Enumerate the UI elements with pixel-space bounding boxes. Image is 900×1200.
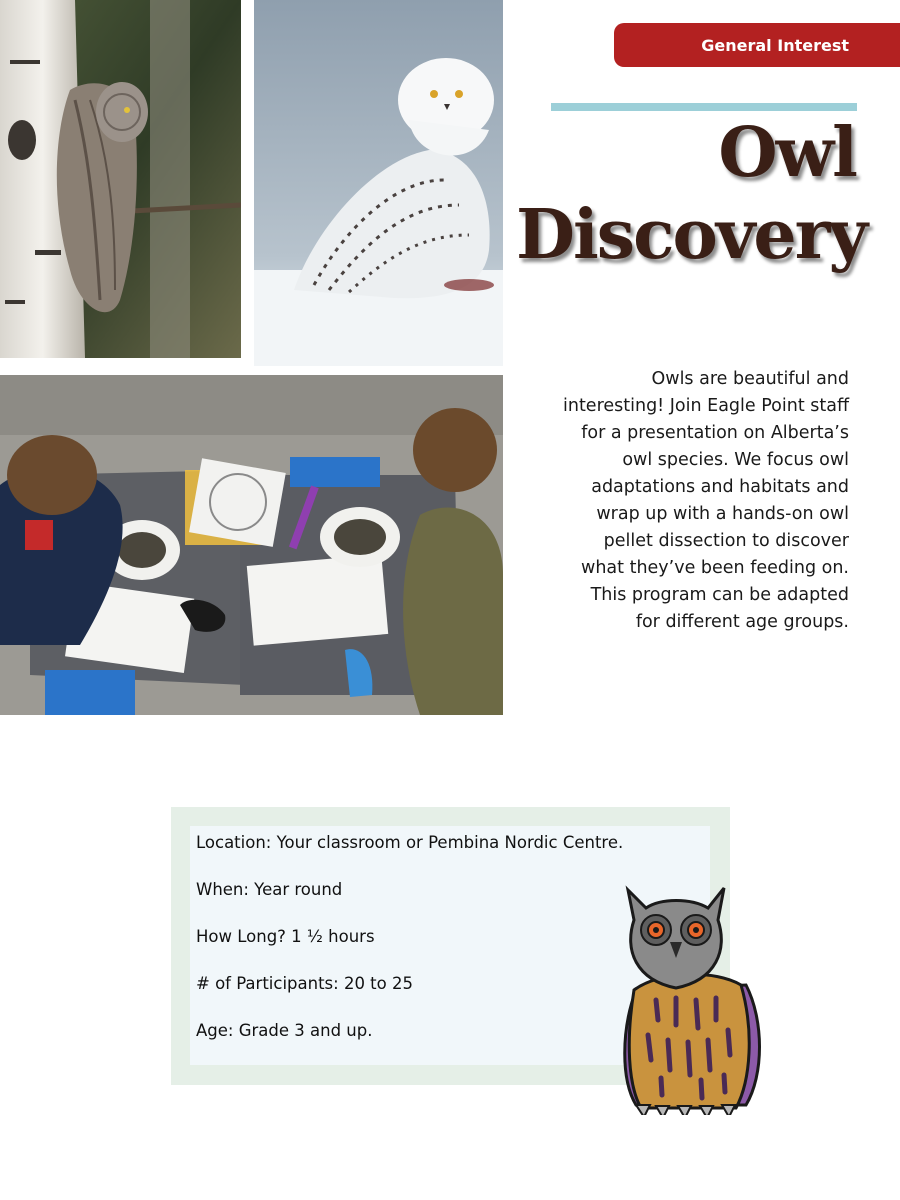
category-tag: [614, 23, 900, 67]
detail-how-long: How Long? 1 ½ hours: [196, 927, 375, 946]
snowy-owl-photo: [254, 0, 503, 366]
detail-when: When: Year round: [196, 880, 343, 899]
page-title: [516, 112, 866, 276]
title-line-2: Discovery: [516, 195, 866, 275]
category-label: General Interest: [701, 35, 849, 55]
owl-illustration: [616, 880, 766, 1115]
detail-participants: # of Participants: 20 to 25: [196, 974, 413, 993]
detail-location: Location: Your classroom or Pembina Nordic Centre.: [196, 833, 624, 852]
great-gray-owl-photo: [0, 0, 241, 358]
intro-paragraph: Owls are beautiful and interesting! Join Eagle Point staff for a presentation on Alberta’s owl species. We focus owl adaptations and habitats and wrap up with a hands-on owl pellet dissection to discover what they’ve been feeding on. This program can be adapted for different age groups.: [562, 369, 849, 632]
title-rule: [551, 103, 857, 111]
students-pellet-dissection-photo: [0, 375, 503, 715]
detail-age: Age: Grade 3 and up.: [196, 1021, 373, 1040]
title-line-1: Owl: [718, 113, 856, 193]
